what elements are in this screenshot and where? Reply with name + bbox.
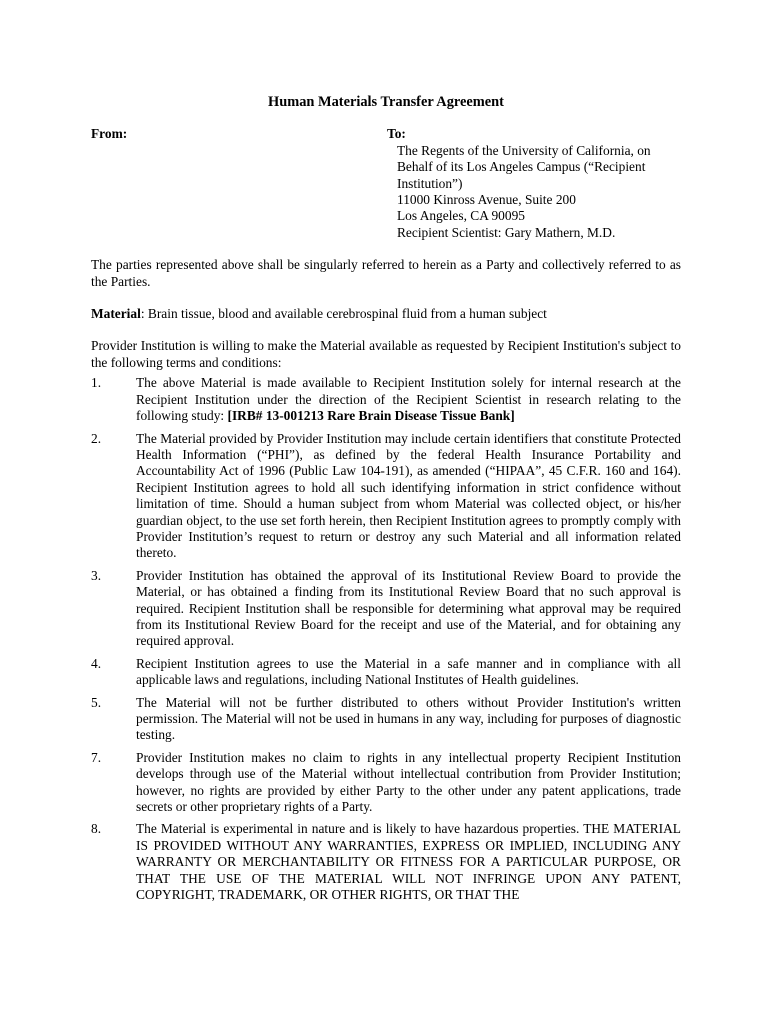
term-number: 8. — [91, 821, 102, 837]
term-item — [91, 821, 681, 903]
term-number: 7. — [91, 749, 102, 765]
term-text: Recipient Institution agrees to use the Material in a safe manner and in compliance with all applicable laws and regulations, including National Institutes of Health guidelines. — [136, 655, 681, 688]
term-number: 1. — [91, 375, 102, 391]
document-page — [91, 94, 681, 909]
term-text: The Material will not be further distributed to others without Provider Institution's written permission. The Material will not be used in humans in any way, including for purposes of diagnostic testing. — [136, 694, 681, 743]
term-text: Provider Institution makes no claim to rights in any intellectual property Recipient Institution develops through use of the Material without intellectual contribution from Provider Institution; however, no rights are provided by either Party to the other under any patent applications, trade secrets or other proprietary rights of a Party. — [136, 749, 681, 815]
term-text: Provider Institution has obtained the approval of its Institutional Review Board to provide the Material, or has obtained a finding from its Institutional Review Board that no such approval is required. Recipient Institution shall be responsible for determining what approval may be required from its Institutional Review Board for the receipt and use of the Material, and for obtaining any required approval. — [136, 567, 681, 649]
recipient-address — [387, 143, 681, 241]
address-line: 11000 Kinross Avenue, Suite 200 — [397, 192, 576, 208]
term-item — [91, 750, 681, 816]
term-item — [91, 568, 681, 650]
intro-paragraph: Provider Institution is willing to make the Material available as requested by Recipient Institution's subject to the following terms and conditions: — [91, 338, 681, 370]
term-item — [91, 656, 681, 689]
from-label: From: — [91, 126, 128, 142]
address-line: Institution”) — [397, 175, 463, 191]
to-label: To: — [387, 126, 406, 142]
to-block — [387, 126, 681, 241]
material-label: Material — [91, 306, 141, 322]
term-number: 4. — [91, 655, 102, 671]
material-text: : Brain tissue, blood and available cerebrospinal fluid from a human subject — [140, 306, 547, 322]
parties-paragraph: The parties represented above shall be singularly referred to herein as a Party and collectively referred to as the Parties. — [91, 257, 681, 289]
term-item — [91, 695, 681, 744]
term-text: The Material is experimental in nature and is likely to have hazardous properties. THE MATERIAL IS PROVIDED WITHOUT ANY WARRANTIES, EXPRESS OR IMPLIED, INCLUDING ANY WARRANTY OR MERCHANTABILITY OR FITNESS FOR A PARTICULAR PURPOSE, OR THAT THE USE OF THE MATERIAL WILL NOT INFRINGE UPON ANY PATENT, COPYRIGHT, TRADEMARK, OR OTHER RIGHTS, OR THAT THE — [136, 821, 681, 903]
address-line: The Regents of the University of California, on — [397, 142, 651, 158]
term-text: The Material provided by Provider Institution may include certain identifiers that constitute Protected Health Information (“PHI”), as defined by the federal Health Insurance Portability and Accountability Act of 1996 (Public Law 104-191), as amended (“HIPAA”, 45 C.F.R. 160 and 164). Recipient Institution agrees to hold all such identifying information in strict confidence without limitation of time. Should a human subject from whom Material was collected object, or his/her guardian object, to the use set forth herein, then Recipient Institution agrees to promptly comply with Provider Institution’s request to return or destroy any such Material and all information related thereto. — [136, 430, 681, 561]
address-line: Recipient Scientist: Gary Mathern, M.D. — [397, 224, 616, 240]
term-item — [91, 375, 681, 424]
term-text — [136, 375, 681, 424]
term-number: 3. — [91, 567, 102, 583]
document-title: Human Materials Transfer Agreement — [268, 94, 504, 110]
parties-header — [91, 126, 681, 241]
material-paragraph — [91, 306, 681, 322]
address-line: Los Angeles, CA 90095 — [397, 208, 525, 224]
address-line: Behalf of its Los Angeles Campus (“Recipient — [397, 159, 646, 175]
term-item — [91, 431, 681, 562]
study-reference: [IRB# 13-001213 Rare Brain Disease Tissue Bank] — [227, 408, 515, 424]
term-number: 5. — [91, 694, 102, 710]
term-body: The above Material is made available to Recipient Institution solely for internal research at the Recipient Institution under the direction of the Recipient Scientist in research relating to the following study: — [136, 375, 681, 424]
term-number: 2. — [91, 430, 102, 446]
